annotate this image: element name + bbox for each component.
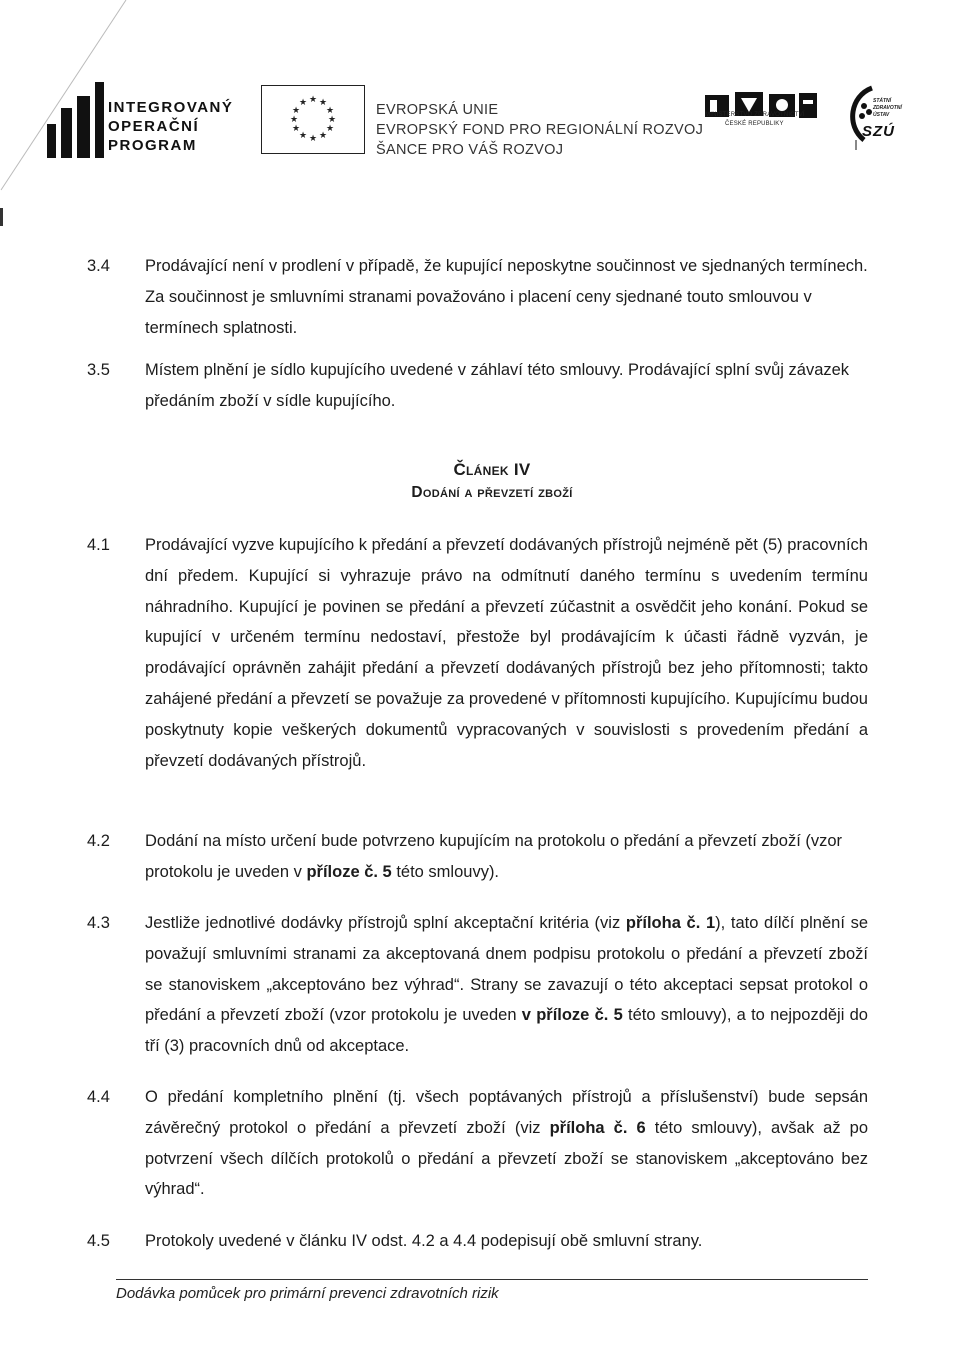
scan-edge-mark (0, 208, 3, 226)
svg-text:★: ★ (318, 131, 328, 141)
footer-divider (116, 1279, 868, 1280)
paragraph-text: Protokoly uvedené v článku IV odst. 4.2 a 4.4 podepisují obě smluvní strany. (145, 1232, 703, 1250)
paragraph-text: O předání kompletního plnění (tj. všech poptávaných přístrojů a příslušenství) bude sepsán závěrečný protokol o předání a převzetí zboží (viz (145, 1088, 868, 1137)
svg-text:★: ★ (298, 131, 308, 141)
paragraph-4-4 (87, 1082, 869, 1205)
svg-text:★: ★ (318, 98, 328, 108)
svg-text:★: ★ (308, 95, 318, 105)
svg-text:★: ★ (289, 115, 299, 125)
svg-text:★: ★ (298, 98, 308, 108)
article-title: Článek IV (453, 460, 531, 479)
annex-reference-1: příloha č. 1 (625, 914, 716, 932)
paragraph-text-end: této smlouvy), a to nejpozději do tří (3) pracovních dnů od akceptace. (145, 1006, 868, 1056)
svg-text:★: ★ (325, 106, 335, 116)
paragraph-number: 4.1 (87, 536, 110, 554)
paragraph-number: 4.5 (87, 1232, 110, 1250)
paragraph-3-5 (87, 355, 868, 417)
eu-flag-icon (261, 85, 365, 154)
svg-text:★: ★ (327, 115, 337, 125)
paragraph-text-mid: ), tato dílčí plnění se považují smluvními stranami za akceptovaná dnem podpisu protokolu o předání a převzetí zboží se stanoviskem „akceptováno bez výhrad“. Strany se zavazují o této akceptaci sepsat protokol o předání a převzetí zboží (vzor protokolu je uveden (145, 914, 869, 1025)
paragraph-number: 3.4 (87, 257, 110, 275)
svg-text:★: ★ (325, 124, 335, 134)
paragraph-4-1 (87, 530, 868, 776)
paragraph-number: 3.5 (87, 361, 110, 379)
paragraph-text-end: této smlouvy). (391, 862, 500, 881)
paragraph-text: Prodávající není v prodlení v případě, že kupující neposkytne součinnost ve sjednaných termínech. Za součinnost je smluvními stranami považováno i placení ceny sjednané touto smlouvou v termínech splatnosti. (145, 257, 868, 337)
annex-reference-5: v příloze č. 5 (521, 1006, 623, 1025)
svg-text:★: ★ (308, 134, 318, 144)
paragraph-text: Místem plnění je sídlo kupujícího uvedené v záhlaví této smlouvy. Prodávající splní svůj závazek předáním zboží v sídle kupujícího. (145, 361, 850, 410)
paragraph-text: Dodání na místo určení bude potvrzeno kupujícím na protokolu o předání a převzetí zboží (vzor protokolu je uveden v (145, 832, 843, 881)
annex-reference: příloze č. 5 (306, 862, 392, 881)
annex-reference-6: příloha č. 6 (549, 1118, 646, 1137)
szu-acronym: SZÚ (862, 123, 895, 140)
paragraph-number: 4.3 (87, 914, 110, 932)
paragraph-text-end: této smlouvy), avšak až po potvrzení všech dílčích protokolů o předání a převzetí zboží se stanoviskem „akceptováno bez výhrad“. (145, 1118, 869, 1199)
article-subtitle: Dodání a převzetí zboží (411, 484, 573, 501)
svg-text:★: ★ (291, 124, 301, 134)
paragraph-text: Prodávající vyzve kupujícího k předání a převzetí dodávaných přístrojů nejméně pět (5) pracovních dní předem. Kupující si vyhrazuje právo na odmítnutí daného termínu s uvedením termínu náhradního. Kupující je povinen se předání a převzetí zúčastnit a osvědčit jeho konání. Pokud se kupující v určeném termínu nedostaví, přestože byl prodávajícím k účasti řádně vyzván, je prodávající oprávněn zahájit předání a převzetí dodávaných přístrojů bez jeho přítomnosti; takto zahájené předání a převzetí se považuje za provedené v přítomnosti kupujícího. Kupujícímu budou poskytnuty kopie veškerých dokumentů vypracovaných v souvislosti s provedením předání a převzetí dodávaných přístrojů. (145, 536, 868, 770)
svg-text:★: ★ (291, 106, 301, 116)
paragraph-text: Jestliže jednotlivé dodávky přístrojů splní akceptační kritéria (viz (145, 914, 626, 932)
footer-text: Dodávka pomůcek pro primární prevenci zdravotních rizik (116, 1285, 499, 1302)
paragraph-4-3 (87, 908, 869, 1062)
paragraph-number: 4.2 (87, 832, 110, 850)
mz-logo-text: MINISTERSTVO ZDRAVOTNICTVÍ ČESKÉ REPUBLIKY (705, 112, 805, 127)
paragraph-3-4 (87, 251, 868, 343)
eu-logo-text: EVROPSKÁ UNIE EVROPSKÝ FOND PRO REGIONÁLNÍ ROZVOJ ŠANCE PRO VÁŠ ROZVOJ (376, 102, 704, 158)
paragraph-number: 4.4 (87, 1088, 110, 1106)
paragraph-4-5 (87, 1226, 868, 1257)
iop-logo-text: INTEGROVANÝ OPERAČNÍ PROGRAM (108, 99, 234, 154)
iop-bars-icon (47, 82, 107, 158)
szu-logo-text: STÁTNÍ ZDRAVOTNÍ ÚSTAV (873, 98, 902, 118)
paragraph-4-2 (87, 826, 868, 888)
